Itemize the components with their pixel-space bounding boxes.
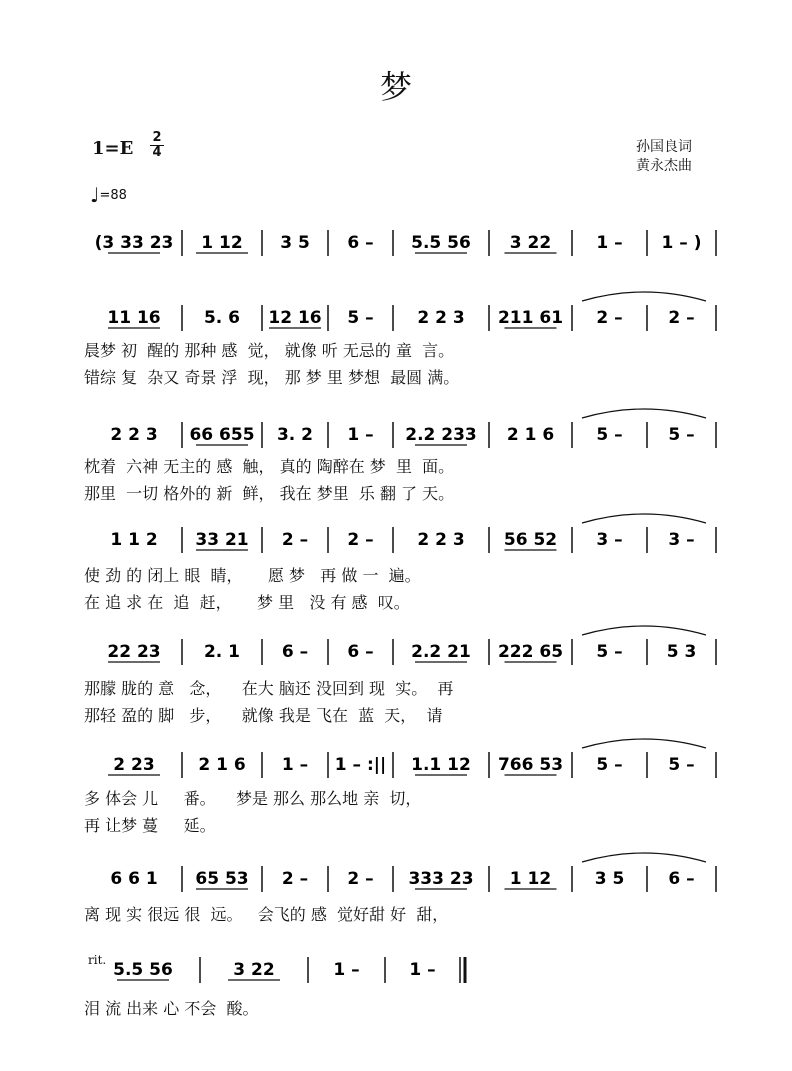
measure-notes: 3. 2 [276,425,314,445]
measure-notes: 2 – [281,530,309,550]
measure-notes: 1 – ) [661,233,702,253]
measure-notes: 1 12 [201,233,243,253]
measure-notes: 1 – [409,960,436,980]
lyric-line: 晨梦 初 醒的 那种 感 觉， 就像 听 无忌的 童 言。 [84,341,455,360]
measure-notes: 5 – [596,642,623,662]
measure-notes: 65 53 [195,869,249,889]
measure-notes: 33 21 [195,530,249,550]
lyric-line: 多 体会 儿 番。 梦是 那么 那么地 亲 切， [84,789,422,808]
key-signature: 1=E [92,138,134,159]
measure-notes: 333 23 [408,869,474,889]
measure-notes: 3 22 [233,960,275,980]
measure-notes: 66 655 [189,425,255,445]
measure-notes: 3 22 [509,233,552,253]
measure-notes: 1 – [281,755,309,775]
measure-notes: 222 65 [497,642,564,662]
lyric-line: 在 追 求 在 追 赶， 梦 里 没 有 感 叹。 [84,593,410,612]
slur [582,292,706,301]
ritardando-mark: rit. [88,953,107,967]
lyric-line: 使 劲 的 闭上 眼 睛， 愿 梦 再 做 一 遍。 [84,566,421,585]
measure-notes: 2.2 21 [411,642,471,662]
measure-notes: 1 12 [509,869,552,889]
measure-notes: 3 – [668,530,695,550]
measure-notes: 2.2 233 [405,425,477,445]
lyric-line: 错综 复 杂又 奇景 浮 现， 那 梦 里 梦想 最圆 满。 [84,368,460,387]
measure-notes: 2 23 [113,755,155,775]
measure-notes: 2 2 3 [110,425,158,445]
measure-notes: 56 52 [503,530,558,550]
slur [582,409,706,418]
slur [582,626,706,635]
measure-notes: 6 – [281,642,309,662]
measure-notes: 5. 6 [203,308,241,328]
measure-notes: 12 16 [268,308,322,328]
measure-notes: 2 – [596,308,623,328]
measure-notes: 11 16 [107,308,161,328]
measure-notes: 2 – [347,869,374,889]
lyric-line: 再 让梦 蔓 延。 [84,816,216,835]
lyric-line: 那轻 盈的 脚 步， 就像 我是 飞在 蓝 天， 请 [84,706,443,725]
measure-notes: 1 – [333,960,360,980]
measure-notes: 2 – [347,530,374,550]
measure-notes: 6 6 1 [110,869,158,889]
time-signature: 2 4 [150,132,164,159]
measure-notes: 1 – :|| [334,755,387,775]
slur [582,514,706,523]
measure-notes: 5.5 56 [411,233,471,253]
measure-notes: 3 5 [280,233,310,253]
measure-notes: 2 – [668,308,695,328]
measure-notes: 2 1 6 [198,755,246,775]
measure-notes: 5 – [668,755,695,775]
lyric-line: 离 现 实 很远 很 远。 会飞的 感 觉好甜 好 甜， [84,905,449,924]
measure-notes: 3 – [596,530,623,550]
measure-notes: 6 – [347,233,374,253]
measure-notes: 22 23 [107,642,161,662]
measure-notes: (3 33 23 [94,233,174,253]
lyricist-credit: 孙国良词 [636,139,692,155]
measure-notes: 5.5 56 [113,960,173,980]
measure-notes: 2 1 6 [506,425,555,445]
measure-notes: 6 – [347,642,374,662]
measure-notes: 5 – [347,308,374,328]
quarter-note-icon: ♩ [90,183,100,207]
measure-notes: 1 – [596,233,623,253]
slur [582,739,706,748]
measure-notes: 6 – [668,869,695,889]
measure-notes: 1 – [347,425,374,445]
measure-notes: 5 – [596,425,623,445]
lyric-line: 枕着 六神 无主的 感 触， 真的 陶醉在 梦 里 面。 [84,457,455,476]
measure-notes: 2 – [281,869,309,889]
measure-notes: 5 – [596,755,623,775]
lyric-line: 泪 流 出来 心 不会 酸。 [84,999,259,1018]
measure-notes: 5 – [668,425,695,445]
measure-notes: 1 1 2 [110,530,158,550]
measure-notes: 3 5 [594,869,625,889]
measure-notes: 2 2 3 [417,530,465,550]
composer-credit: 黄永杰曲 [636,158,692,174]
slur [582,853,706,862]
measure-notes: 1.1 12 [411,755,471,775]
measure-notes: 5 3 [666,642,697,662]
measure-notes: 211 61 [497,308,564,328]
song-title: 梦 [379,68,412,106]
measure-notes: 2. 1 [203,642,241,662]
tempo-marking: ♩=88 [90,183,127,207]
measure-notes: 2 2 3 [417,308,465,328]
lyric-line: 那里 一切 格外的 新 鲜， 我在 梦里 乐 翻 了 天。 [84,484,455,503]
lyric-line: 那朦 胧的 意 念， 在大 脑还 没回到 现 实。 再 [84,679,454,698]
measure-notes: 766 53 [497,755,564,775]
